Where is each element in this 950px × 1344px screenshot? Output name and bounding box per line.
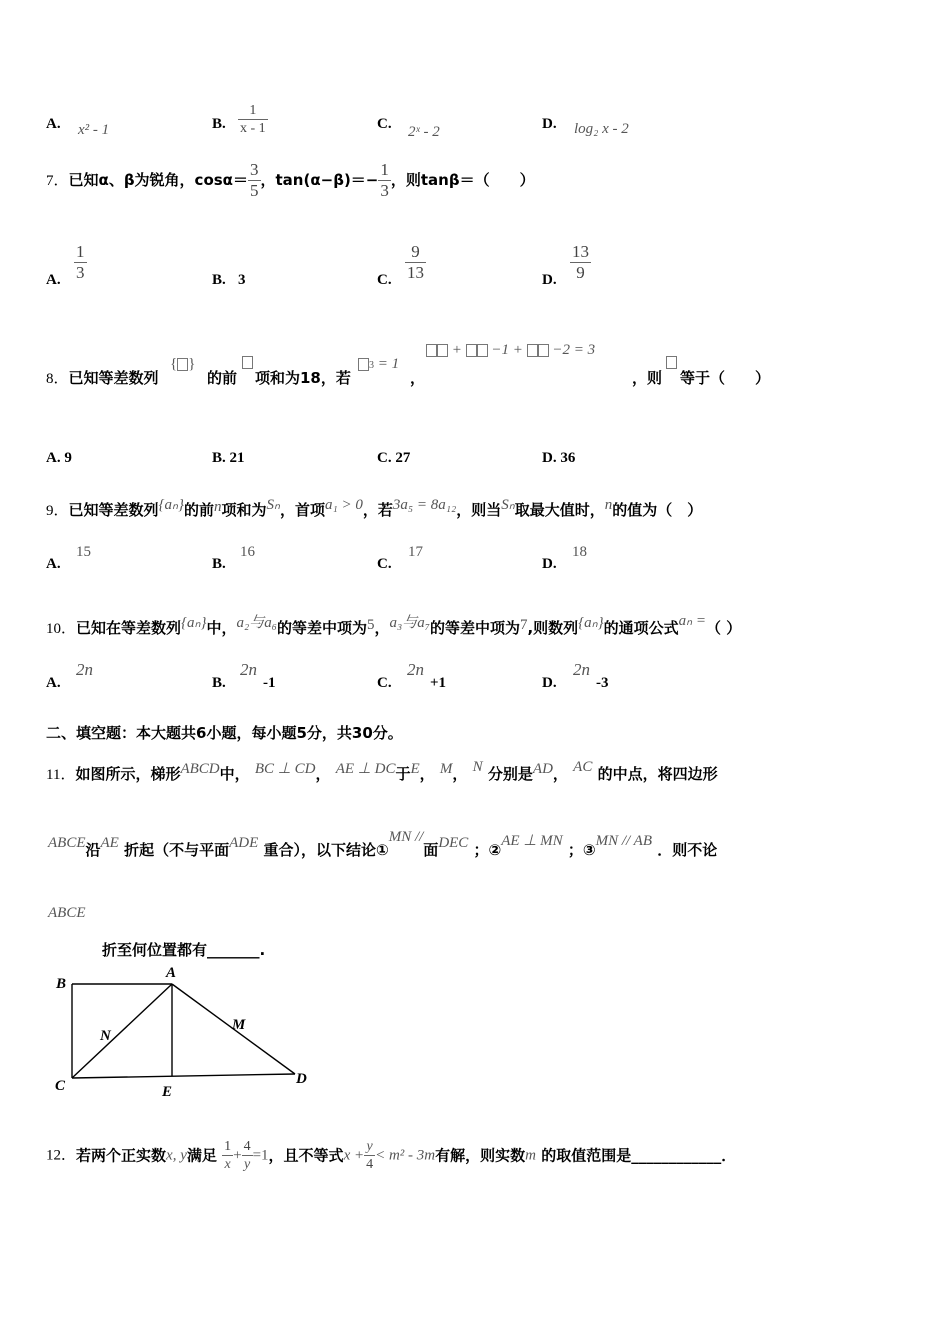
q10-option-c-suffix: +1 xyxy=(430,675,447,691)
q8-cond2-plus: + xyxy=(451,342,462,358)
q11-mn2: AE ⊥ MN xyxy=(501,833,563,849)
q10-an2: {aₙ} xyxy=(578,615,604,631)
q12-eq1: =1 xyxy=(252,1147,269,1164)
q8-cond2-box3b xyxy=(538,344,549,357)
q6-option-c-expr: 2ˣ - 2 xyxy=(408,124,440,140)
q12-m: m xyxy=(525,1147,536,1164)
q7-cos-den: 5 xyxy=(250,181,259,200)
q11-text-16: ．则不论 xyxy=(657,841,718,859)
q10-an3: aₙ = xyxy=(678,613,707,629)
q10-text-2: 中， xyxy=(206,619,237,637)
q8-cond1-box xyxy=(358,358,369,371)
q12-text-4: 有解，则实数 xyxy=(435,1146,526,1165)
q9-text-6: ，则当 xyxy=(456,501,502,519)
q8-text-1: 已知等差数列 xyxy=(68,369,159,387)
q7-option-a-den: 3 xyxy=(76,263,85,282)
q6-option-b-den: x - 1 xyxy=(240,121,266,136)
q11-abcd: ABCD xyxy=(180,761,220,777)
q10-option-d-expr: 2n xyxy=(573,660,590,679)
q10-stem xyxy=(46,606,741,644)
q7-option-d-frac xyxy=(570,242,591,283)
label-m: M xyxy=(232,1017,246,1033)
q7-option-a-frac xyxy=(74,242,87,283)
q11-text-17: 折至何位置都有_______. xyxy=(102,941,266,959)
q8-number: 8． xyxy=(46,371,69,387)
q11-ae2: AE xyxy=(100,835,119,851)
q9-sn2: Sₙ xyxy=(501,497,515,513)
q8-seq-symbol: { } xyxy=(170,356,196,372)
q12-frac3-num: y xyxy=(366,1139,373,1154)
q8-placeholder-box xyxy=(177,358,188,371)
q9-text-5: ，若 xyxy=(362,501,393,519)
q11-abce: ABCE xyxy=(48,835,86,851)
q8-ask-box xyxy=(666,356,677,369)
q11-abce2: ABCE xyxy=(48,905,86,921)
q10-text-4: ， xyxy=(374,619,390,637)
q7-option-c-label: C. xyxy=(377,272,392,288)
q11-text-6: ， xyxy=(452,765,468,783)
q12-frac1 xyxy=(222,1138,233,1173)
q8-stem xyxy=(46,367,159,388)
q8-cond2-box2b xyxy=(477,344,488,357)
q7-option-c-den: 13 xyxy=(407,263,424,282)
q7-option-d-label: D. xyxy=(542,272,557,288)
q10-text-3: 的等差中项为 xyxy=(276,619,367,637)
q11-mn3: MN // AB xyxy=(595,833,652,849)
q8-option-c xyxy=(377,450,410,467)
q11-text-12: 重合），以下结论① xyxy=(263,841,389,859)
q9-a1: a₁ > 0 xyxy=(325,497,363,513)
q11-text-2: 中， xyxy=(219,765,250,783)
q8-option-c-label: C. xyxy=(377,450,392,466)
q11-text-9: 的中点，将四边形 xyxy=(597,765,718,783)
q10-option-c-expr: 2n xyxy=(407,660,424,679)
q8-cond1: 3 = 1 xyxy=(358,356,399,373)
q9-option-c-label: C. xyxy=(377,556,392,572)
q12-text-3: ，且不等式 xyxy=(268,1146,344,1165)
q10-text-8: （ ） xyxy=(706,619,742,637)
q9-sn: Sₙ xyxy=(266,497,281,513)
q7-option-a-label: A. xyxy=(46,272,61,288)
q9-text-2: 的前 xyxy=(184,501,215,519)
q7-text-2: ，tan(α−β)＝− xyxy=(260,171,379,189)
q8-cond2-box3 xyxy=(527,344,538,357)
q11-text-4: 于 xyxy=(395,765,411,783)
q10-pair2: a₃与a₇ xyxy=(389,615,430,631)
q9-text-4: ，首项 xyxy=(280,501,326,519)
q11-mn1: MN // xyxy=(388,829,424,845)
q7-cos-num: 3 xyxy=(250,160,259,179)
q9-an: {aₙ} xyxy=(158,497,185,513)
q9-option-b-text: 16 xyxy=(240,544,255,560)
q10-option-c-label: C. xyxy=(377,675,392,691)
label-e: E xyxy=(162,1084,173,1100)
q12-text-1: 若两个正实数 xyxy=(76,1146,167,1165)
q6-option-c-label: C. xyxy=(377,116,392,132)
q8-option-c-text: 27 xyxy=(395,450,411,466)
q10-text-5: 的等差中项为 xyxy=(429,619,520,637)
q9-text-1: 已知等差数列 xyxy=(68,501,159,519)
edge-ac xyxy=(72,984,172,1078)
q11-line3 xyxy=(48,898,265,965)
label-b: B xyxy=(56,976,67,992)
q8-text-6: 等于（ ） xyxy=(680,369,771,387)
q12-frac1-den: x xyxy=(222,1155,233,1173)
q9-text-8: 的值为（ ） xyxy=(612,501,703,519)
q6-option-b-label: B. xyxy=(212,116,226,132)
q8-cond2 xyxy=(426,342,595,359)
q12-number: 12． xyxy=(46,1147,77,1164)
q8-option-b-text: 21 xyxy=(229,450,245,466)
q11-ad: AD xyxy=(532,761,553,777)
q8-cond2-end: −2 = 3 xyxy=(552,342,596,358)
q12-xy: x, y xyxy=(166,1147,187,1164)
q10-number: 10． xyxy=(46,621,77,637)
q11-text-7: 分别是 xyxy=(487,765,533,783)
q10-pair1: a₂与a₆ xyxy=(236,615,277,631)
q7-option-d-num: 13 xyxy=(572,242,589,261)
q8-option-b xyxy=(212,450,245,467)
q12-frac3-den: 4 xyxy=(366,1157,374,1172)
q7-options xyxy=(0,242,950,292)
q9-n2: n xyxy=(604,497,613,513)
q11-text-3: ， xyxy=(315,765,331,783)
q11-text-1: 如图所示，梯形 xyxy=(75,765,181,783)
q7-option-b-text: 3 xyxy=(238,272,246,288)
q10-text-1: 已知在等差数列 xyxy=(76,619,182,637)
q7-cos-frac xyxy=(248,160,261,201)
q10-option-a-label: A. xyxy=(46,675,61,691)
q10-options xyxy=(0,658,950,694)
q11-line1 xyxy=(46,752,718,790)
q8-option-b-label: B. xyxy=(212,450,226,466)
trapezoid-figure xyxy=(50,960,320,1105)
label-n: N xyxy=(100,1028,111,1044)
q10-option-b-expr: 2n xyxy=(240,660,257,679)
label-c: C xyxy=(55,1078,66,1094)
q11-bc: BC ⊥ CD xyxy=(254,761,316,777)
q12-x: x + xyxy=(343,1147,365,1164)
q6-option-d-expr: log₂ x - 2 xyxy=(574,121,629,137)
q12-frac1-num: 1 xyxy=(224,1139,232,1154)
q12-plus: + xyxy=(233,1147,242,1164)
q8-text-4: ， xyxy=(410,369,426,387)
q6-option-a-label: A. xyxy=(46,116,61,132)
q8-option-a-text: 9 xyxy=(64,450,72,466)
q8-cond2-box2 xyxy=(466,344,477,357)
q9-text-7: 取最大值时， xyxy=(514,501,605,519)
q11-text-14: ；② xyxy=(473,841,502,859)
q9-number: 9． xyxy=(46,503,69,519)
q11-text-15: ；③ xyxy=(567,841,596,859)
q11-ade: ADE xyxy=(229,835,259,851)
q9-option-d-text: 18 xyxy=(572,544,587,560)
q9-option-b-label: B. xyxy=(212,556,226,572)
q11-text-5: ， xyxy=(419,765,435,783)
q6-option-b-num: 1 xyxy=(249,103,257,118)
q8-options xyxy=(0,450,950,472)
q12-frac3 xyxy=(364,1138,375,1173)
q7-option-c-frac xyxy=(405,242,426,283)
q11-line2 xyxy=(48,822,717,865)
q10-option-b-suffix: -1 xyxy=(263,675,276,691)
q10-option-d-label: D. xyxy=(542,675,557,691)
q12-frac2 xyxy=(242,1138,253,1173)
q12-frac2-den: y xyxy=(242,1155,253,1173)
q9-stem xyxy=(46,490,702,526)
q8-text-3: 项和为18，若 xyxy=(255,369,351,387)
q8-cond2-box1 xyxy=(426,344,437,357)
edge-cd xyxy=(72,1074,295,1078)
q11-text-10: 沿 xyxy=(85,841,101,859)
q8-option-d-text: 36 xyxy=(560,450,576,466)
q10-option-b-label: B. xyxy=(212,675,226,691)
q6-options xyxy=(0,0,950,160)
section2-title: 二、填空题：本大题共6小题，每小题5分，共30分。 xyxy=(46,724,403,742)
q7-tan-frac xyxy=(378,160,391,201)
q11-n: N xyxy=(472,759,483,775)
q6-option-b-frac xyxy=(238,102,268,137)
q11-ac: AC xyxy=(573,759,593,775)
q9-option-c-text: 17 xyxy=(408,544,423,560)
q12-ineq: < m² - 3m xyxy=(375,1147,436,1164)
q11-text-13: 面 xyxy=(423,841,439,859)
q11-number: 11． xyxy=(46,767,76,783)
label-d: D xyxy=(296,1071,307,1087)
q7-number: 7． xyxy=(46,173,69,189)
q9-option-a-label: A. xyxy=(46,556,61,572)
q9-options xyxy=(0,540,950,576)
q11-e: E xyxy=(410,761,420,777)
q9-eq: 3a₅ = 8a₁₂ xyxy=(392,497,457,513)
q8-cond2-mid: −1 + xyxy=(491,342,523,358)
q9-option-a-text: 15 xyxy=(76,544,91,560)
q8-option-a xyxy=(46,450,72,467)
q12-text-2: 满足 xyxy=(186,1146,217,1165)
q10-v1: 5 xyxy=(366,617,375,633)
q11-ae: AE ⊥ DC xyxy=(335,761,396,777)
q8-cond2-box1b xyxy=(437,344,448,357)
label-a: A xyxy=(166,965,177,981)
q7-text-3: ，则tanβ＝（ ） xyxy=(390,171,535,189)
q9-text-3: 项和为 xyxy=(221,501,267,519)
q10-option-d-suffix: -3 xyxy=(596,675,609,691)
q8-option-a-label: A. xyxy=(46,450,61,466)
q10-text-7: 的通项公式 xyxy=(603,619,679,637)
q8-text-2: 的前 xyxy=(207,369,238,387)
q7-option-d-den: 9 xyxy=(570,262,591,283)
q12-frac2-num: 4 xyxy=(243,1139,251,1154)
q11-text-11: 折起（不与平面 xyxy=(124,841,230,859)
q10-an: {aₙ} xyxy=(181,615,207,631)
q10-v2: 7 xyxy=(519,617,528,633)
q9-n: n xyxy=(214,499,222,515)
q7-text-1: 已知α、β为锐角，cosα＝ xyxy=(68,171,248,189)
q11-dec: DEC xyxy=(438,835,469,851)
q10-option-a-expr: 2n xyxy=(76,660,93,679)
q7-option-a-num: 1 xyxy=(76,242,85,261)
q8-option-d xyxy=(542,450,575,467)
q7-option-c-num: 9 xyxy=(411,242,420,261)
q12-stem xyxy=(46,1138,736,1173)
q9-option-d-label: D. xyxy=(542,556,557,572)
q6-option-d-label: D. xyxy=(542,116,557,132)
q11-m: M xyxy=(439,761,453,777)
q6-option-a-expr: x² - 1 xyxy=(78,122,110,138)
q8-cond1-text: = 1 xyxy=(377,356,400,372)
q11-text-8: ， xyxy=(552,765,568,783)
q8-option-d-label: D. xyxy=(542,450,557,466)
q8-text-5: ，则 xyxy=(632,369,663,387)
q8-n-box xyxy=(242,356,253,369)
q7-tan-num: 1 xyxy=(380,160,389,179)
q10-text-6: ,则数列 xyxy=(527,619,579,637)
q7-tan-den: 3 xyxy=(380,181,389,200)
q7-option-b-label: B. xyxy=(212,272,226,288)
q12-text-5: 的取值范围是____________． xyxy=(541,1146,737,1165)
q7-stem xyxy=(46,160,535,220)
